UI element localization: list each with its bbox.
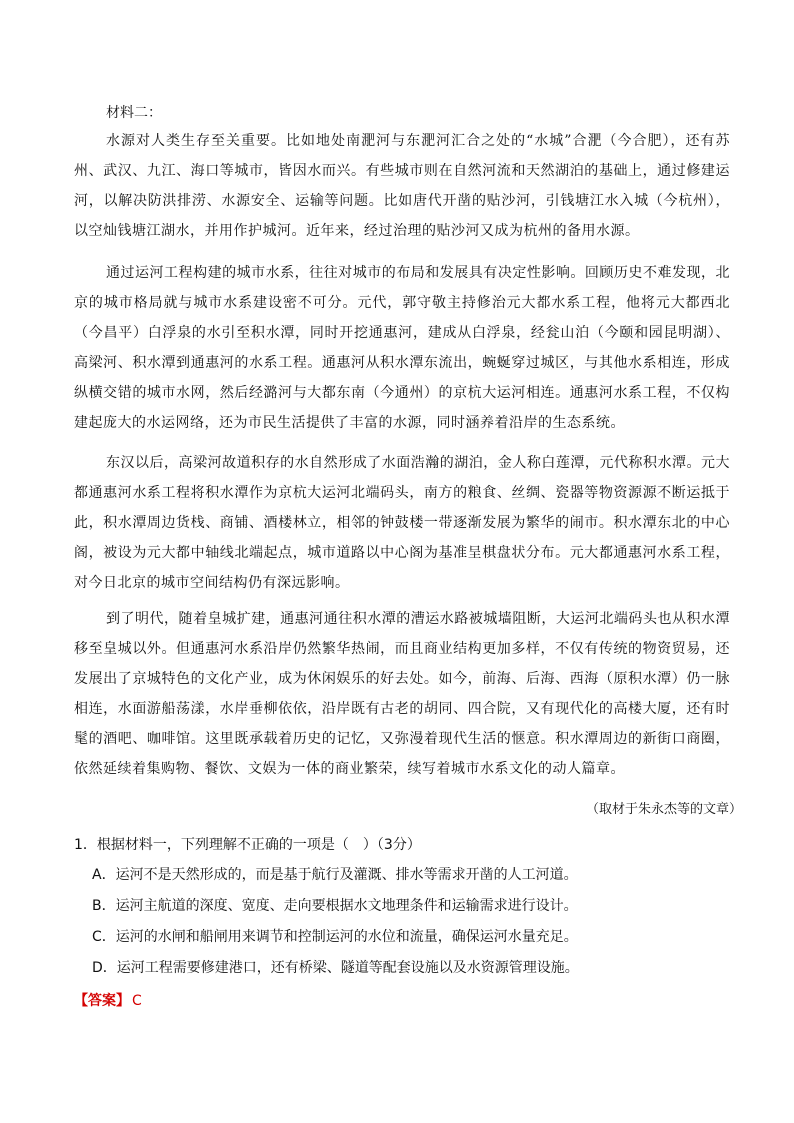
question-stem: 1．根据材料一，下列理解不正确的一项是（ ）（3分）	[74, 837, 421, 853]
paragraph-3: 东汉以后，高梁河故道积存的水自然形成了水面浩瀚的湖泊，金人称白莲潭，元代称积水潭。元大都通惠河水系工程将积水潭作为京杭大运河北端码头，南方的粮食、丝绸、瓷器等物资源源不断运抵于此，积水潭周边货栈、商铺、酒楼林立，相邻的钟鼓楼一带逐渐发展为繁华的闹市。积水潭东北的中心阁，被设为元大都中轴线北端起点，城市道路以中心阁为基准呈棋盘状分布。元大都通惠河水系工程，对今日北京的城市空间结构仍有深远影响。	[74, 455, 730, 591]
paragraph-2: 通过运河工程构建的城市水系，往往对城市的布局和发展具有决定性影响。回顾历史不难发现，北京的城市格局就与城市水系建设密不可分。元代，郭守敬主持修治元大都水系工程，他将元大都西北（今昌平）白浮泉的水引至积水潭，同时开挖通惠河，建成从白浮泉，经瓮山泊（今颐和园昆明湖）、高梁河、积水潭到通惠河的水系工程。通惠河从积水潭东流出，蜿蜒穿过城区，与其他水系相连，形成纵横交错的城市水网，然后经潞河与大都东南（今通州）的京杭大运河相连。通惠河水系工程，不仅构建起庞大的水运网络，还为市民生活提供了丰富的水源，同时涵养着沿岸的生态系统。	[74, 265, 730, 431]
option-d: D．运河工程需要修建港口，还有桥梁、隧道等配套设施以及水资源管理设施。	[92, 960, 579, 976]
answer-label: 【答案】	[74, 993, 130, 1009]
option-c: C．运河的水闸和船闸用来调节和控制运河的水位和流量，确保运河水量充足。	[92, 929, 578, 945]
answer-value: C	[132, 993, 142, 1009]
answer-options	[92, 860, 752, 984]
paragraph-4: 到了明代，随着皇城扩建，通惠河通往积水潭的漕运水路被城墙阻断，大运河北端码头也从积水潭移至皇城以外。但通惠河水系沿岸仍然繁华热闹，而且商业结构更加多样，不仅有传统的物资贸易，还发展出了京城特色的文化产业，成为休闲娱乐的好去处。如今，前海、后海、西海（原积水潭）仍一脉相连，水面游船荡漾，水岸垂柳依依，沿岸既有古老的胡同、四合院，又有现代化的高楼大厦，还有时髦的酒吧、咖啡馆。这里既承载着历史的记忆，又弥漫着现代生活的惬意。积水潭周边的新街口商圈，依然延续着集购物、餐饮、文娱为一体的商业繁荣，续写着城市水系文化的动人篇章。	[74, 611, 730, 777]
option-a: A．运河不是天然形成的，而是基于航行及灌溉、排水等需求开凿的人工河道。	[92, 867, 578, 883]
section-title: 材料二：	[106, 105, 162, 121]
answer-line	[74, 990, 142, 1012]
source-citation: （取材于朱永杰等的文章）	[585, 802, 742, 817]
option-b: B．运河主航道的深度、宽度、走向要根据水文地理条件和运输需求进行设计。	[92, 898, 578, 914]
paragraph-1: 水源对人类生存至关重要。比如地处南淝河与东淝河汇合之处的“水城”合淝（今合肥），还有苏州、武汉、九江、海口等城市，皆因水而兴。有些城市则在自然河流和天然湖泊的基础上，通过修建运河，以解决防洪排涝、水源安全、运输等问题。比如唐代开凿的贴沙河，引钱塘江水入城（今杭州），以空灿钱塘江湖水，并用作护城河。近年来，经过治理的贴沙河又成为杭州的备用水源。	[74, 133, 730, 239]
